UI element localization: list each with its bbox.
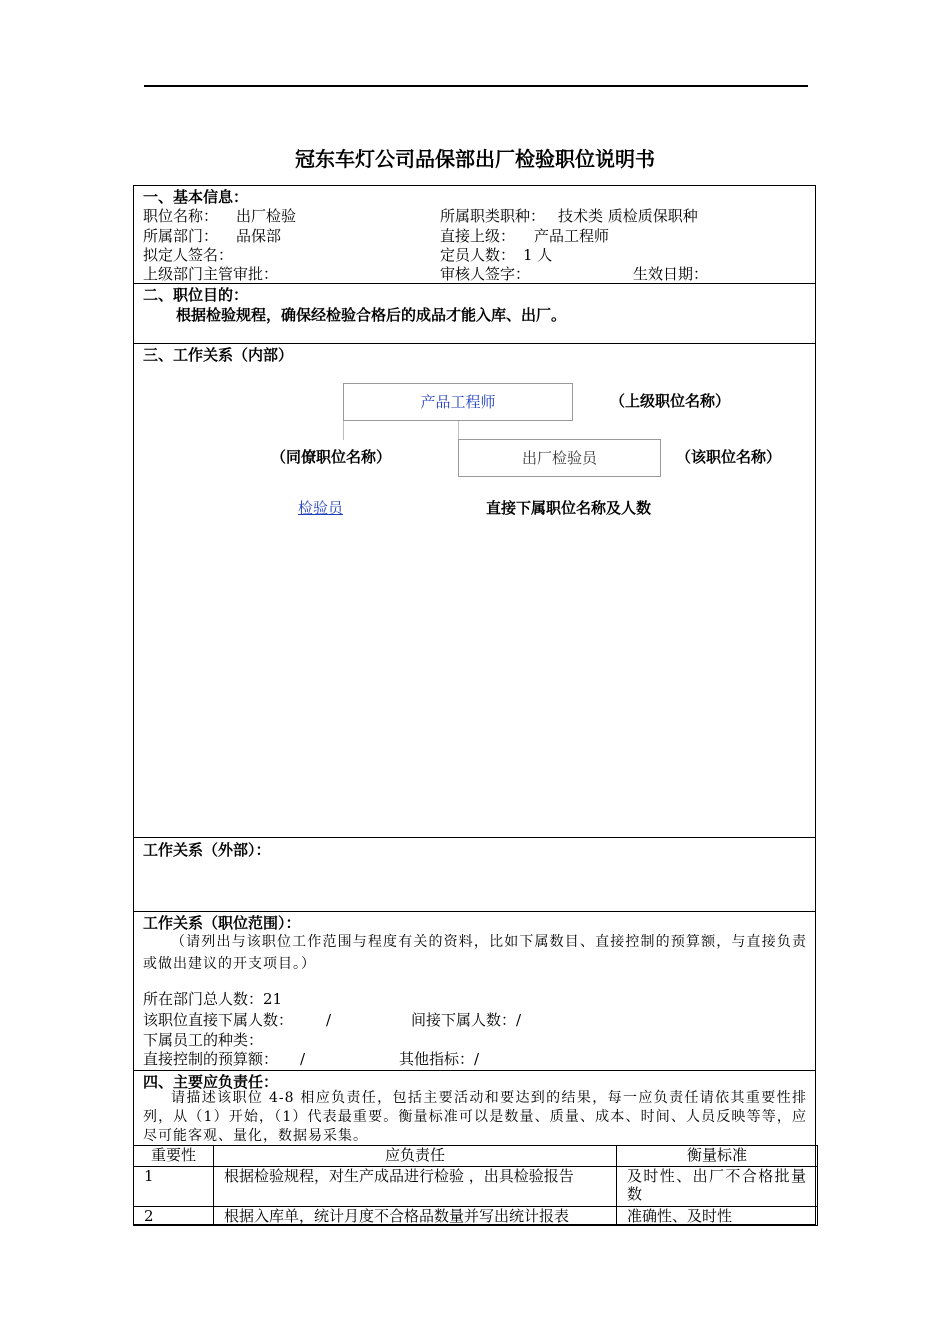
position-name-value: 出厂检验 [236,207,297,225]
headcount-label: 定员人数： [440,246,516,264]
budget-value: / [300,1050,306,1068]
department-total: 所在部门总人数：21 [143,990,283,1008]
position-name-label: 职位名称： [143,207,219,225]
reviewer-label: 审核人签字： [440,265,531,283]
subordinate-position-link[interactable]: 检验员 [298,499,344,517]
org-connector [343,420,344,440]
scope-instruction: （请列出与该职位工作范围与程度有关的资料，比如下属数目、直接控制的预算额，与直接负责或做出建议的开支项目。） [143,934,807,972]
internal-relations-heading: 三、工作关系（内部） [143,346,294,364]
direct-superior-value: 产品工程师 [534,227,610,245]
table-row [134,1207,818,1226]
header-rule [144,85,808,87]
org-connector [458,420,459,440]
indirect-subordinates: 间接下属人数：/ [411,1011,522,1029]
direct-subordinates-value: / [326,1011,332,1029]
headcount-value: 1 人 [523,246,553,264]
section-divider [133,1070,816,1071]
table-header-row [134,1146,818,1167]
duties-heading: 四、主要应负责任： [143,1073,279,1091]
self-position-box: 出厂检验员 [458,439,661,477]
other-indicators: 其他指标：/ [399,1050,480,1068]
section-divider [133,911,816,912]
scope-heading: 工作关系（职位范围）： [143,914,301,932]
duties-instruction: 请描述该职位 4-8 相应负责任，包括主要活动和要达到的结果，每一应负责任请依其重要性排列，从（1）开始，（1）代表最重要。衡量标准可以是数量、质量、成本、时间、人员反映等等，应尽可能客观、量化，数据易采集。 [143,1090,807,1144]
department-value: 品保部 [236,227,282,245]
job-category-label: 所属职类职种： [440,207,546,225]
document-title: 冠东车灯公司品保部出厂检验职位说明书 [295,147,655,171]
form-frame [133,185,816,1225]
row-measure: 准确性、及时性 [617,1207,818,1226]
row-duty: 根据入库单，统计月度不合格品数量并写出统计报表 [214,1207,617,1226]
row-duty: 根据检验规程，对生产成品进行检验 ，出具检验报告 [214,1167,617,1207]
subordinate-position-note: 直接下属职位名称及人数 [486,499,652,517]
table-row [134,1167,818,1207]
responsibilities-table [133,1145,818,1226]
basic-info-heading: 一、基本信息： [143,188,249,206]
purpose-heading: 二、职位目的： [143,286,249,304]
effective-date-label: 生效日期： [633,265,709,283]
department-label: 所属部门： [143,227,219,245]
column-header-measure: 衡量标准 [617,1146,818,1167]
job-category-value: 技术类 质检质保职种 [558,207,698,225]
budget-label: 直接控制的预算额： [143,1050,279,1068]
purpose-text: 根据检验规程，确保经检验合格后的成品才能入库、出厂。 [176,306,567,324]
superior-position-box: 产品工程师 [343,383,573,421]
peer-position-note: （同僚职位名称） [271,448,392,466]
drafter-signature-label: 拟定人签名： [143,246,234,264]
row-rank: 1 [134,1167,214,1207]
external-relations-heading: 工作关系（外部）： [143,841,271,859]
direct-superior-label: 直接上级： [440,227,516,245]
section-divider [133,837,816,838]
self-position-note: （该职位名称） [676,448,782,466]
row-measure: 及时性、出厂不合格批量数 [617,1167,818,1207]
direct-subordinates-label: 该职位直接下属人数： [143,1011,294,1029]
column-header-importance: 重要性 [134,1146,214,1167]
section-divider [133,343,816,344]
subordinate-types: 下属员工的种类： [143,1031,264,1049]
row-rank: 2 [134,1207,214,1226]
superior-position-note: （上级职位名称） [610,392,731,410]
approver-label: 上级部门主管审批： [143,265,279,283]
column-header-responsibility: 应负责任 [214,1146,617,1167]
